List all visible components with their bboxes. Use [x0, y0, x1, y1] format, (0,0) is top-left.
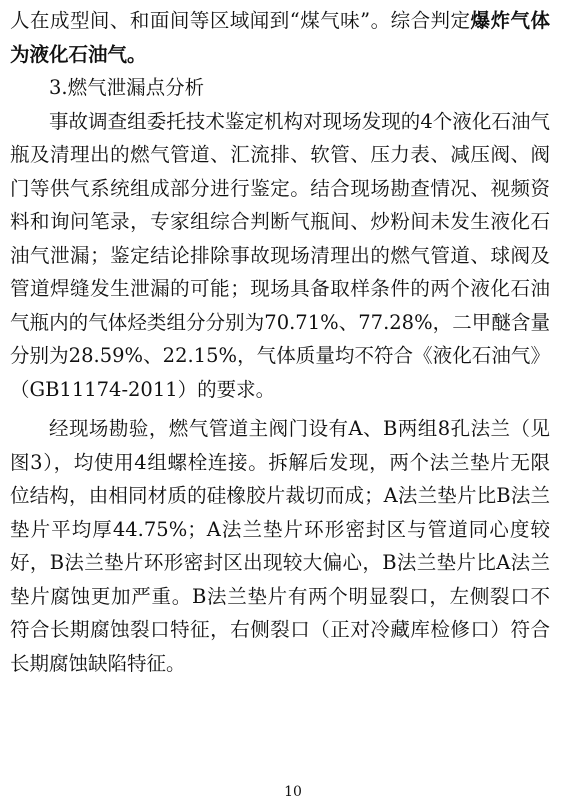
intro-text: 人在成型间、和面间等区域闻到“煤气味”。综合判定: [10, 9, 471, 32]
section-heading: 3.燃气泄漏点分析: [49, 76, 205, 99]
intro-paragraph: [10, 4, 550, 71]
body-paragraph-1: 事故调查组委托技术鉴定机构对现场发现的4个液化石油气瓶及清理出的燃气管道、汇流排、软管、压力表、减压阀、阀门等供气系统组成部分进行鉴定。结合现场勘查情况、视频资料和询问笔录，专家组综合判断气瓶间、炒粉间未发生液化石油气泄漏；鉴定结论排除事故现场清理出的燃气管道、球阀及管道焊缝发生泄漏的可能；现场具备取样条件的两个液化石油气瓶内的气体烃类组分分别为70.71%、77.28%，二甲醚含量分别为28.59%、22.15%，气体质量均不符合《液化石油气》（GB11174-2011）的要求。: [10, 109, 550, 401]
document-body: [10, 4, 550, 680]
conclusion-bold-text: 爆炸气体为液化石油气。: [10, 9, 550, 66]
body-paragraph-2: 经现场勘验，燃气管道主阀门设有A、B两组8孔法兰（见图3），均使用4组螺栓连接。拆解后发现，两个法兰垫片无限位结构，由相同材质的硅橡胶片裁切而成；A法兰垫片比B法兰垫片平均厚44.75%；A法兰垫片环形密封区与管道同心度较好，B法兰垫片环形密封区出现较大偏心，B法兰垫片比A法兰垫片腐蚀更加严重。B法兰垫片有两个明显裂口，左侧裂口不符合长期腐蚀裂口特征，右侧裂口（正对冷藏库检修口）符合长期腐蚀缺陷特征。: [10, 417, 550, 675]
page-number: 10: [284, 784, 302, 800]
